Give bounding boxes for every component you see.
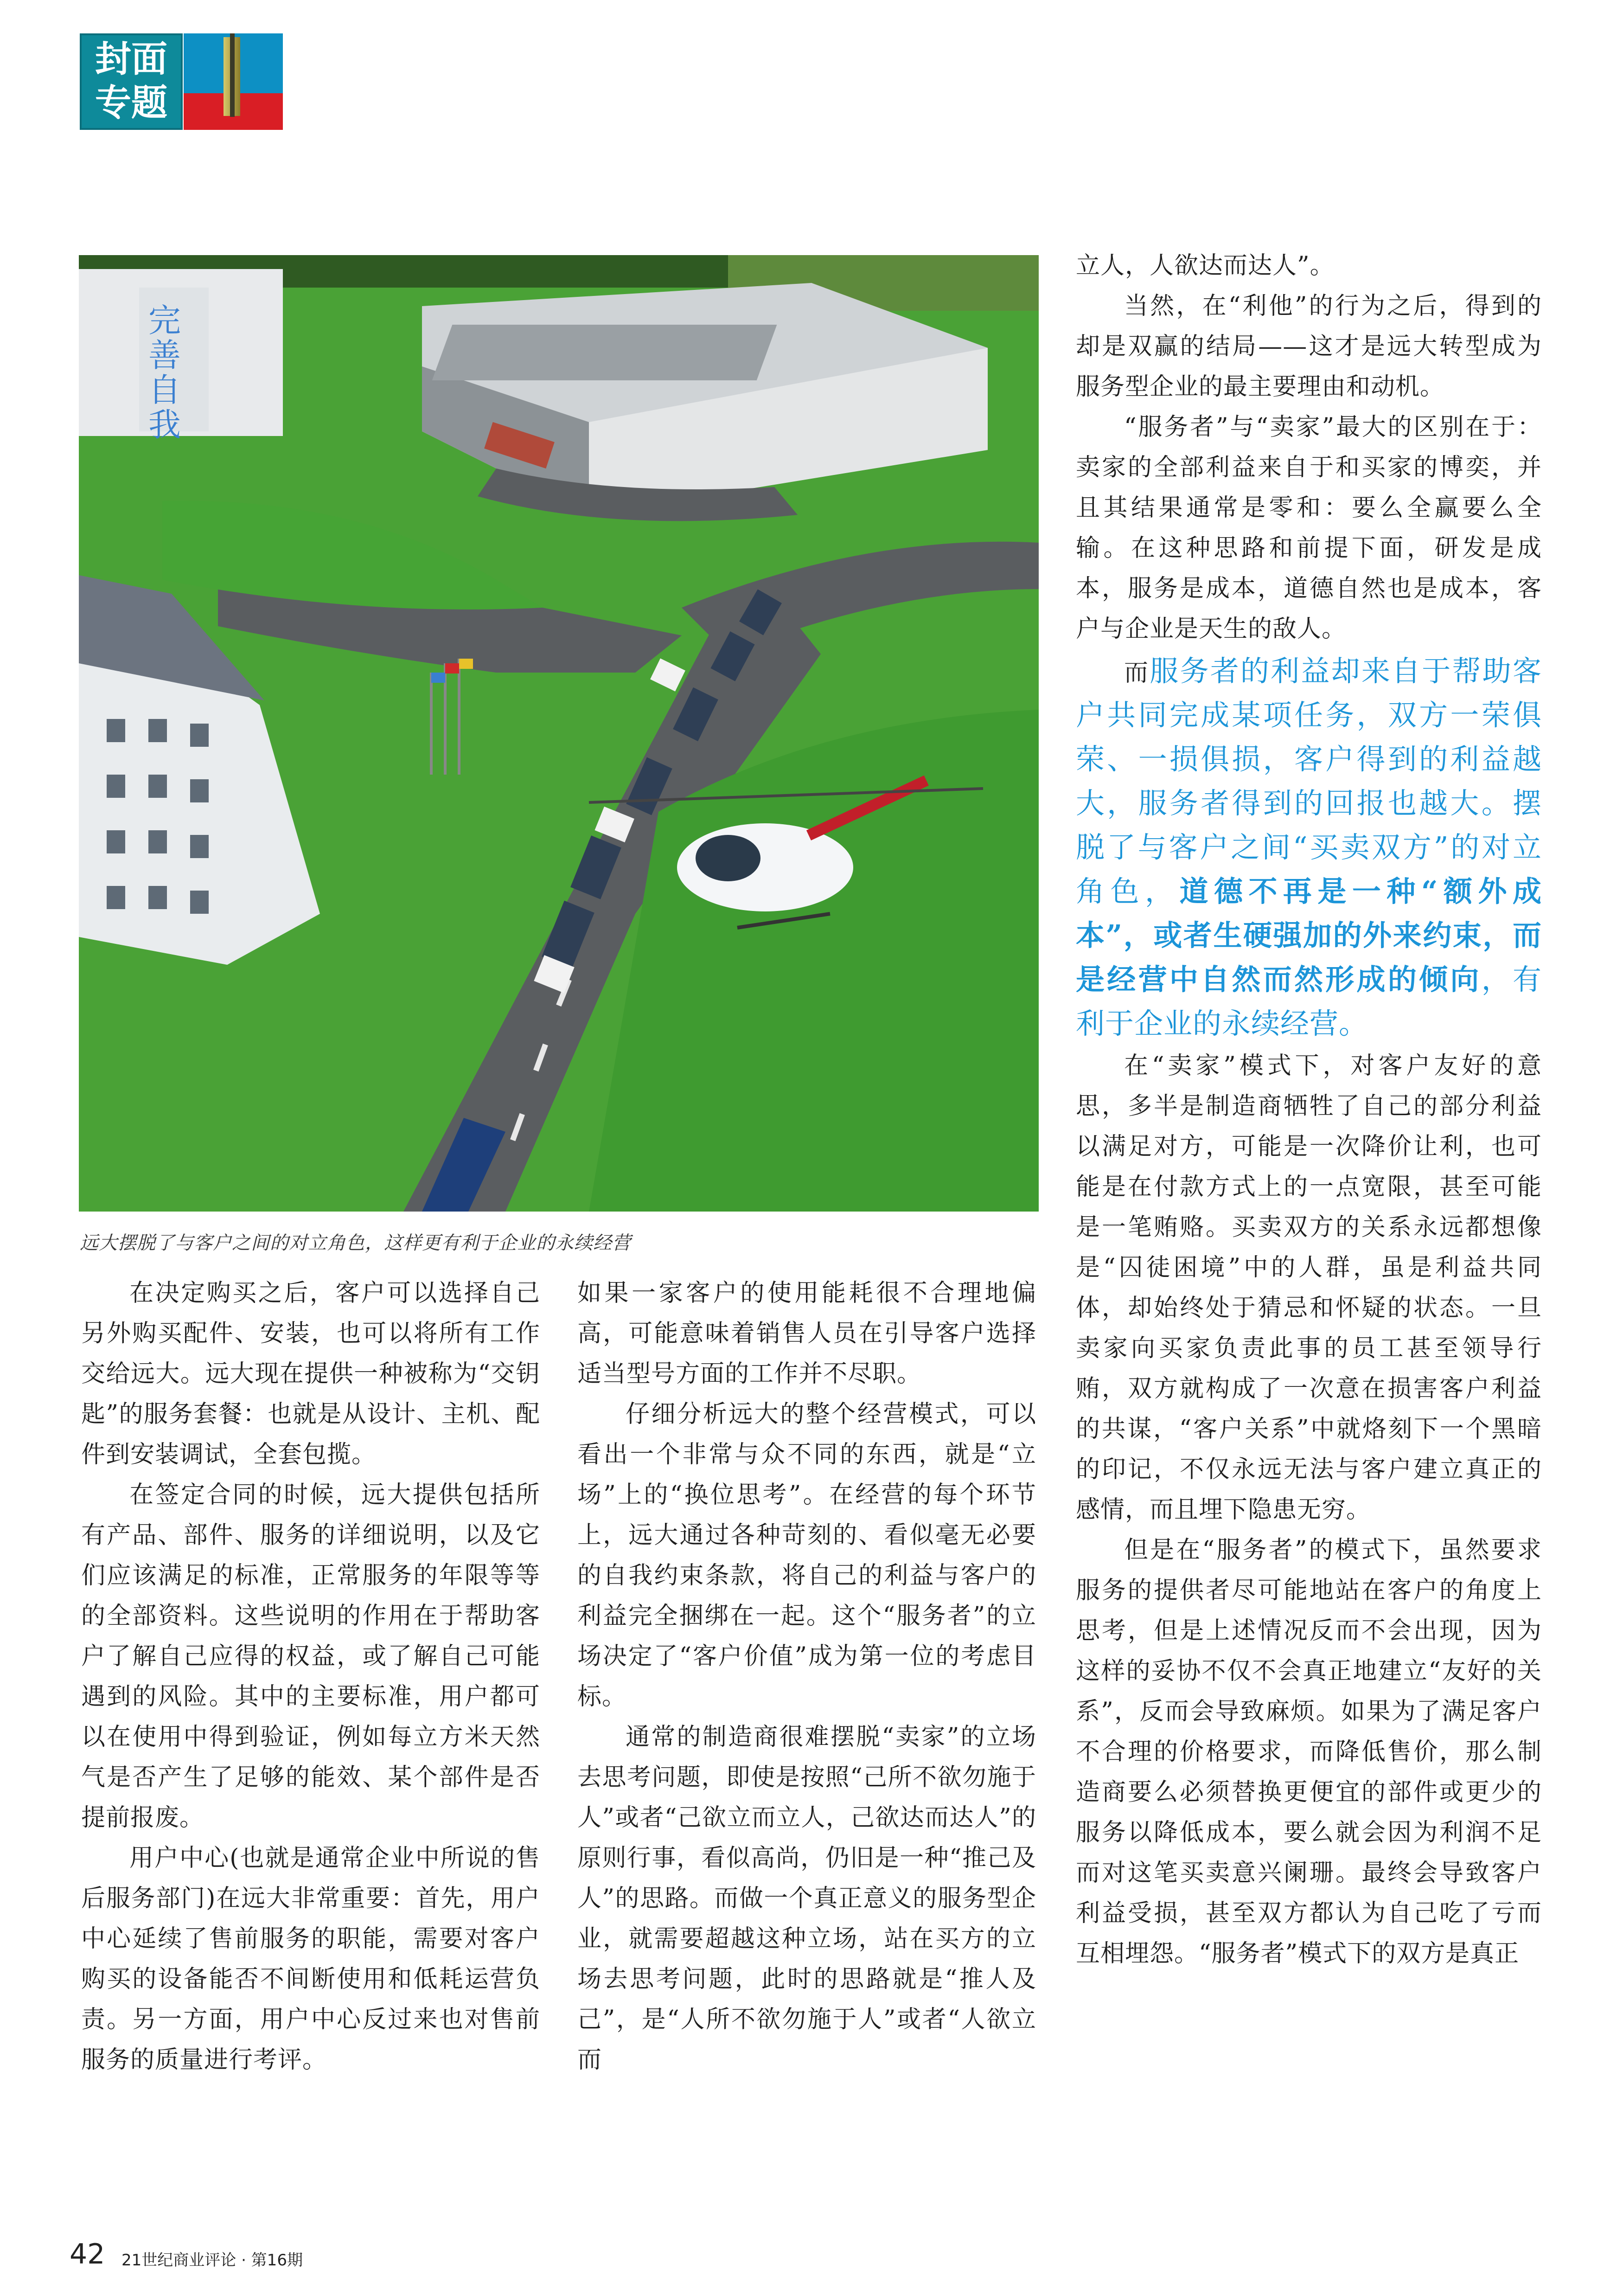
paragraph: “服务者”与“卖家”最大的区别在于：卖家的全部利益来自于和买家的博奕，并且其结果通常是零和：要么全赢要么全输。在这种思路和前提下面，研发是成本，服务是成本，道德自然也是成本，客户与企业是天生的敌人。 [1076,413,1542,643]
bold-quote: 道德不再是一种“额外成本”，或者生硬强加的外来约束，而是经营中自然而然形成的倾向 [1076,874,1542,996]
text-column-1 [81,1273,540,2080]
aerial-factory-photo [79,255,1039,1212]
tower-spire [230,33,235,117]
highlight-paragraph [1076,649,1542,1046]
paragraph: 在决定购买之后，客户可以选择自己另外购买配件、安装，也可以将所有工作交给远大。远大现在提供一种被称为“交钥匙”的服务套餐：也就是从设计、主机、配件到安装调试，全套包揽。 [81,1279,540,1469]
lead-text: 而 [1124,659,1150,687]
building-sign-char: 善 [148,336,181,374]
paragraph: 在“卖家”模式下，对客户友好的意思，多半是制造商牺牲了自己的部分利益以满足对方，可能是一次降价让利，也可能是在付款方式上的一点宽限，甚至可能是一笔贿赂。买卖双方的关系永远都想像是“囚徒困境”中的人群，虽是利益共同体，却始终处于猜忌和怀疑的状态。一旦卖家向买家负责此事的员工甚至领导行贿，双方就构成了一次意在损害客户利益的共谋，“客户关系”中就烙刻下一个黑暗的印记，不仅永远无法与客户建立真正的感情，而且埋下隐患无穷。 [1076,1052,1542,1524]
paragraph: 通常的制造商很难摆脱“卖家”的立场去思考问题，即使是按照“己所不欲勿施于人”或者“己欲立而立人，己欲达而达人”的原则行事，看似高尚，仍旧是一种“推己及人”的思路。而做一个真正意义的服务型企业，就需要超越这种立场，站在买方的立场去思考问题，此时的思路就是“推人及己”，是“人所不欲勿施于人”或者“人欲立而 [577,1723,1036,2074]
paragraph: 但是在“服务者”的模式下，虽然要求服务的提供者尽可能地站在客户的角度上思考，但是上述情况反而不会出现，因为这样的妥协不仅不会真正地建立“友好的关系”，反而会导致麻烦。如果为了满足客户不合理的价格要求，而降低售价，那么制造商要么必须替换更便宜的部件或更少的服务以降低成本，要么就会因为利润不足而对这笔买卖意兴阑珊。最终会导致客户利益受损，甚至双方都认为自己吃了亏而互相埋怨。“服务者”模式下的双方是真正 [1076,1536,1542,1968]
text-column-2 [577,1273,1036,2080]
photo-caption: 远大摆脱了与客户之间的对立角色，这样更有利于企业的永续经营 [80,1232,631,1254]
badge-line1: 封面 [95,38,167,80]
section-badge [80,33,183,130]
paragraph: 仔细分析远大的整个经营模式，可以看出一个非常与众不同的东西，就是“立场”上的“换位思考”。在经营的每个环节上，远大通过各种苛刻的、看似毫无必要的自我约束条款，将自己的利益与客户的利益完全捆绑在一起。这个“服务者”的立场决定了“客户价值”成为第一位的考虑目标。 [577,1400,1036,1711]
building-sign-char: 我 [148,406,181,444]
building-sign-char: 自 [148,371,181,409]
highlight-text: 服务者的利益却来自于帮助客户共同完成某项任务，双方一荣俱荣、一损俱损，客户得到的利益越大，服务者得到的回报也越大。摆脱了与客户之间“买卖双方”的对立角色， [1076,654,1542,908]
badge-line2: 专题 [95,82,167,124]
highlight-tail: ，有利于企业的永续经营。 [1076,962,1542,1040]
building-sign-char: 完 [148,301,181,340]
paragraph: 当然，在“利他”的行为之后，得到的却是双赢的结局——这才是远大转型成为服务型企业的最主要理由和动机。 [1076,292,1542,401]
paragraph: 立人，人欲达而达人”。 [1076,252,1335,280]
text-column-3 [1076,246,1542,1974]
page-number: 42 [70,2238,105,2270]
paragraph: 用户中心(也就是通常企业中所说的售后服务部门)在远大非常重要：首先，用户中心延续了售前服务的职能，需要对客户购买的设备能否不间断使用和低耗运营负责。另一方面，用户中心反过来也对售前服务的质量进行考评。 [81,1844,540,2074]
badge-tower-illustration [184,33,283,130]
magazine-issue: 21世纪商业评论 · 第16期 [121,2251,303,2270]
paragraph: 在签定合同的时候，远大提供包括所有产品、部件、服务的详细说明，以及它们应该满足的标准，正常服务的年限等等的全部资料。这些说明的作用在于帮助客户了解自己应得的权益，或了解自己可能遇到的风险。其中的主要标准，用户都可以在使用中得到验证，例如每立方米天然气是否产生了足够的能效、某个部件是否提前报废。 [81,1481,540,1832]
paragraph: 如果一家客户的使用能耗很不合理地偏高，可能意味着销售人员在引导客户选择适当型号方面的工作并不尽职。 [577,1279,1036,1388]
